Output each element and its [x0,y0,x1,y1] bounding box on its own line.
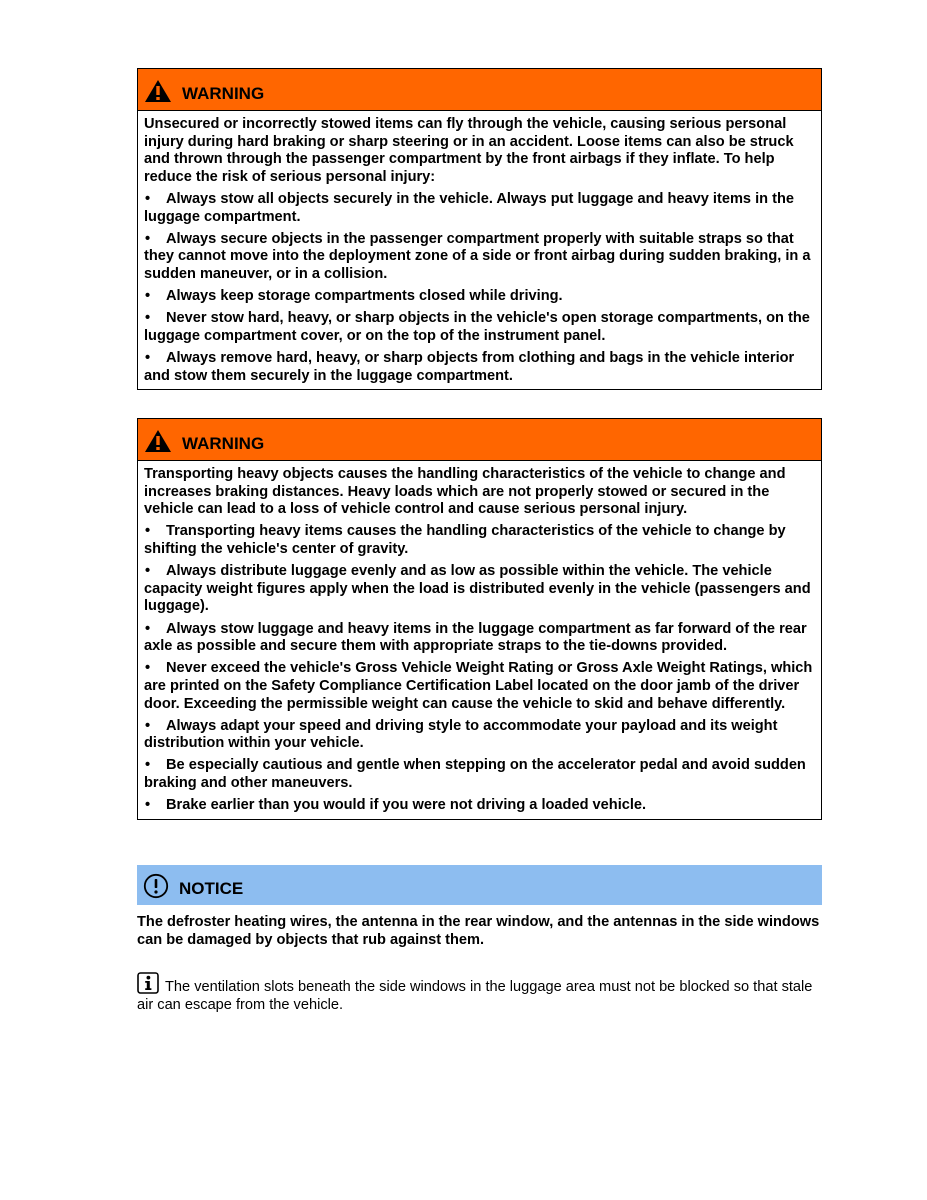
warning-bullet-item [144,563,815,616]
warning-intro: Transporting heavy objects causes the handling characteristics of the vehicle to change and increases braking distances. Heavy loads which are not properly stowed or secured in the vehicle can lead to a loss of vehicle control and cause serious personal injury. [144,466,786,518]
warning-bullet-item [144,310,815,345]
warning-bullet-item [144,350,815,385]
exclamation-circle-icon [143,873,169,899]
info-icon [137,972,159,994]
warning-bullet-item [144,757,815,792]
warning-box-heavy-loads [137,418,822,820]
bullet-glyph: • [145,350,151,367]
warning-bullet-item [144,191,815,226]
warning-bullet-item [144,797,815,815]
warning-bullet-item [144,660,815,713]
bullet-glyph: • [145,523,151,540]
notice-title: NOTICE [179,879,244,898]
warning-body [138,111,821,389]
notice-header [137,865,822,905]
bullet-text: Be especially cautious and gentle when stepping on the accelerator pedal and avoid sudden braking and other maneuvers. [144,757,806,792]
bullet-text: Transporting heavy items causes the handling characteristics of the vehicle to change by shifting the vehicle's center of gravity. [144,523,786,557]
warning-bullet-item [144,231,815,284]
warning-box-loose-items [137,68,822,390]
bullet-glyph: • [145,620,151,637]
bullet-text: Always stow all objects securely in the vehicle. Always put luggage and heavy items in the luggage compartment. [144,190,795,225]
warning-bullet-item [144,288,815,306]
bullet-text: Always adapt your speed and driving style to accommodate your payload and its weight distribution within your vehicle. [144,717,778,752]
warning-bullet-list [144,191,815,385]
bullet-text: Never exceed the vehicle's Gross Vehicle Weight Rating or Gross Axle Weight Ratings, which are printed on the Safety Compliance Certification Label located on the door jamb of the driver door. Exceeding the permissible weight can cause the vehicle to skid and behave differently. [144,660,813,712]
bullet-text: Always secure objects in the passenger compartment properly with suitable straps so that they cannot move into the deployment zone of a side or front airbag during sudden braking, in a sudden maneuver, or in a collision. [144,230,811,282]
warning-bullet-item [144,718,815,753]
bullet-glyph: • [145,717,151,734]
warning-bullet-list [144,523,815,814]
bullet-glyph: • [145,757,151,774]
bullet-glyph: • [145,563,151,580]
warning-header [138,69,821,111]
bullet-glyph: • [145,190,151,207]
info-text: The ventilation slots beneath the side windows in the luggage area must not be blocked so that stale air can escape from the vehicle. [137,979,813,1013]
bullet-text: Always keep storage compartments closed while driving. [166,288,563,305]
warning-title: WARNING [182,433,265,453]
bullet-text: Always remove hard, heavy, or sharp objects from clothing and bags in the vehicle interior and stow them securely in the luggage compartment. [144,350,795,384]
warning-bullet-item [144,523,815,558]
bullet-text: Never stow hard, heavy, or sharp objects in the vehicle's open storage compartments, on the luggage compartment cover, or on the top of the instrument panel. [144,310,810,344]
bullet-glyph: • [145,797,151,814]
bullet-glyph: • [145,230,151,247]
warning-triangle-icon [144,429,172,453]
bullet-text: Brake earlier than you would if you were not driving a loaded vehicle. [166,797,647,814]
bullet-text: Always distribute luggage evenly and as low as possible within the vehicle. The vehicle capacity weight figures apply when the load is distributed evenly in the vehicle (passengers and luggage). [144,563,811,615]
bullet-text: Always stow luggage and heavy items in the luggage compartment as far forward of the rear axle as possible and secure them with appropriate straps to the tie-downs provided. [144,620,807,655]
warning-title: WARNING [182,83,265,103]
bullet-glyph: • [145,660,151,677]
warning-bullet-item [144,621,815,656]
bullet-glyph: • [145,288,151,305]
notice-text: The defroster heating wires, the antenna in the rear window, and the antennas in the side windows can be damaged by objects that rub against them. [137,914,820,948]
warning-body [138,461,821,819]
warning-intro: Unsecured or incorrectly stowed items can fly through the vehicle, causing serious personal injury during hard braking or sharp steering or in an accident. Loose items can also be struck and thrown through the passenger compartment by the front airbags if they inflate. To help reduce the risk of serious personal injury: [144,116,794,185]
warning-triangle-icon [144,79,172,103]
bullet-glyph: • [145,310,151,327]
warning-header [138,419,821,461]
info-note [137,972,822,1014]
